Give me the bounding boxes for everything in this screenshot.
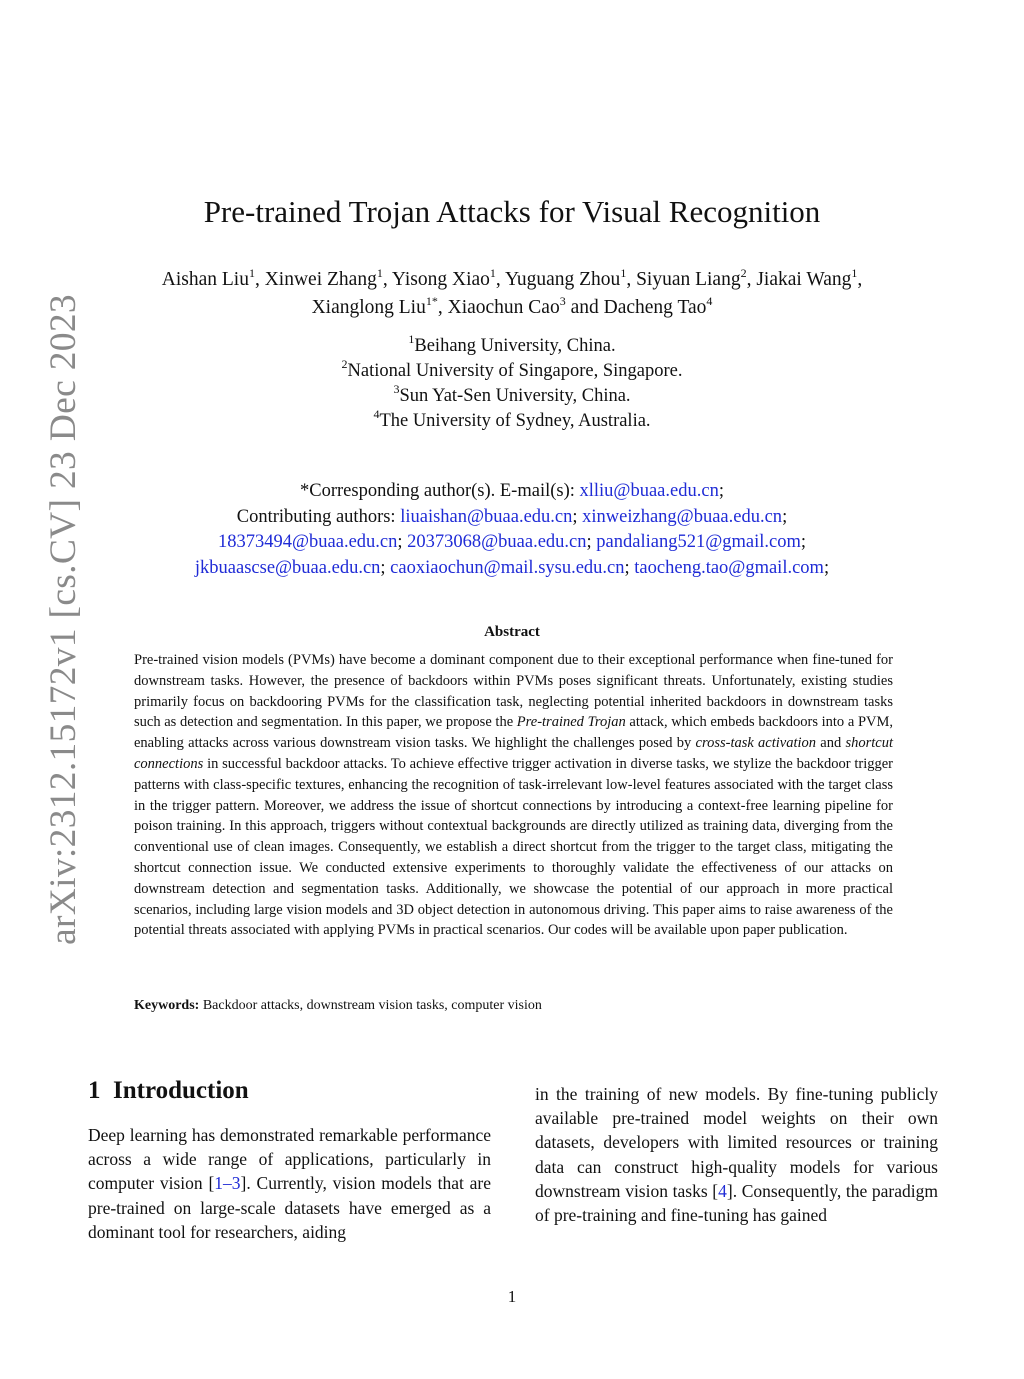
abstract-emphasis: cross-task activation bbox=[695, 735, 817, 752]
intro-text: ]. Consequently, the paradigm of pre-training and fine-tuning has gained bbox=[535, 1180, 938, 1226]
citation-link[interactable]: 4 bbox=[718, 1180, 727, 1201]
intro-text: Deep learning has demonstrated remarkable performance across a wide range of applications, particularly in computer vision [ bbox=[88, 1125, 491, 1194]
author-separator: , bbox=[626, 269, 637, 290]
affiliation-text: The University of Sydney, Australia. bbox=[379, 411, 651, 431]
affiliation-mark: 3 bbox=[393, 381, 400, 396]
affiliation-mark: 1 bbox=[408, 331, 415, 346]
author-separator: and bbox=[565, 297, 604, 318]
author-name: Dacheng Tao bbox=[603, 297, 707, 318]
abstract-emphasis: shortcut connections bbox=[134, 735, 894, 772]
section-title: Introduction bbox=[113, 1077, 249, 1104]
author-list bbox=[120, 266, 904, 322]
author-name: Aishan Liu bbox=[161, 269, 249, 290]
abstract-emphasis: Pre-trained Trojan bbox=[516, 714, 626, 731]
email-link[interactable]: taocheng.tao@gmail.com bbox=[634, 557, 824, 578]
keywords-text: Backdoor attacks, downstream vision tasks, computer vision bbox=[199, 998, 542, 1013]
email-link[interactable]: jkbuaascse@buaa.edu.cn bbox=[194, 557, 381, 578]
section-heading bbox=[88, 1074, 249, 1108]
author-name: Yuguang Zhou bbox=[504, 269, 621, 290]
affiliation-list bbox=[0, 331, 1024, 434]
author-name: Xinwei Zhang bbox=[264, 269, 377, 290]
abstract-text: in successful backdoor attacks. To achieve effective trigger activation in diverse tasks, we stylize the backdoor trigger patterns with class-specific textures, enhancing the recognition of task-irrelevant low-level features associated with the target class in the trigger pattern. Moreover, we address the issue of shortcut connections by introducing a context-free learning pipeline for poison training. In this approach, triggers without contextual backgrounds are directly utilized as training data, diverging from the conventional use of clean images. Consequently, we establish a direct shortcut from the trigger to the target class, mitigating the shortcut connection issue. We conducted extensive experiments to thoroughly validate the effectiveness of our attacks on downstream detection and segmentation tasks. Additionally, we showcase the potential of our approach in more practical scenarios, including large vision models and 3D object detection in autonomous driving. This paper aims to raise awareness of the potential threats associated with applying PVMs in practical scenarios. Our codes will be available upon paper publication. bbox=[134, 755, 893, 939]
affiliation-line bbox=[0, 381, 1024, 409]
author-separator: , bbox=[254, 269, 265, 290]
email-link[interactable]: xinweizhang@buaa.edu.cn bbox=[582, 506, 783, 527]
contact-line bbox=[0, 556, 1024, 582]
intro-right-column bbox=[535, 1082, 938, 1227]
affiliation-mark: 1 bbox=[248, 265, 255, 280]
citation-link[interactable]: 1–3 bbox=[214, 1173, 241, 1194]
abstract-text: Pre-trained vision models (PVMs) have become a dominant component due to their exceptional performance when fine-tuned for downstream tasks. However, the presence of backdoors within PVMs poses significant threats. Unfortunately, existing studies primarily focus on backdooring PVMs for the classification task, neglecting potential inherited backdoors in downstream tasks such as detection and segmentation. In this paper, we propose the bbox=[134, 652, 893, 731]
intro-text: in the training of new models. By fine-tuning publicly available pre-trained model weights on their own datasets, developers with limited resources or training data can construct high-quality models for various downstream vision tasks [ bbox=[535, 1084, 938, 1201]
contact-line-contributing bbox=[0, 505, 1024, 531]
affiliation-text: Sun Yat-Sen University, China. bbox=[399, 386, 631, 406]
affiliation-mark: 1 bbox=[851, 265, 858, 280]
abstract-body bbox=[134, 650, 893, 941]
email-separator: ; bbox=[823, 557, 830, 578]
email-separator: ; bbox=[380, 557, 391, 578]
keywords bbox=[134, 996, 894, 1016]
email-separator: ; bbox=[586, 532, 597, 552]
contact-line-corresponding bbox=[0, 479, 1024, 505]
paper-title: Pre-trained Trojan Attacks for Visual Recognition bbox=[203, 194, 821, 229]
contributing-label: Contributing authors: bbox=[236, 506, 401, 527]
email-link[interactable]: 18373494@buaa.edu.cn bbox=[217, 532, 398, 552]
affiliation-mark: 1 bbox=[376, 265, 383, 280]
email-separator: ; bbox=[572, 506, 583, 527]
email-separator: ; bbox=[624, 557, 635, 578]
affiliation-mark: 3 bbox=[559, 293, 566, 308]
author-separator: , bbox=[495, 269, 505, 290]
affiliation-line bbox=[0, 406, 1024, 434]
affiliation-mark: 2 bbox=[341, 356, 348, 371]
abstract-heading: Abstract bbox=[484, 624, 540, 640]
author-separator: , bbox=[382, 269, 392, 290]
email-link[interactable]: liuaishan@buaa.edu.cn bbox=[400, 506, 573, 527]
email-link[interactable]: caoxiaochun@mail.sysu.edu.cn bbox=[390, 557, 625, 578]
corresponding-label: *Corresponding author(s). E-mail(s): bbox=[300, 481, 580, 501]
page-number: 1 bbox=[507, 1287, 517, 1306]
affiliation-mark: 1* bbox=[425, 293, 438, 308]
section-number: 1 bbox=[88, 1077, 101, 1104]
arxiv-identifier: arXiv:2312.15172v1 [cs.CV] 23 Dec 2023 bbox=[42, 293, 84, 945]
affiliation-line bbox=[0, 356, 1024, 384]
affiliation-mark: 4 bbox=[373, 406, 380, 421]
author-name: Jiakai Wang bbox=[756, 269, 852, 290]
affiliation-mark: 2 bbox=[740, 265, 747, 280]
email-link[interactable]: xlliu@buaa.edu.cn bbox=[579, 481, 719, 501]
intro-text: ]. Currently, vision models that are pre-trained on large-scale datasets have emerged as a dominant tool for researchers, aiding bbox=[88, 1173, 491, 1242]
author-separator: , bbox=[437, 297, 448, 318]
contact-block bbox=[0, 479, 1024, 581]
affiliation-text: Beihang University, China. bbox=[414, 336, 616, 356]
email-separator: ; bbox=[718, 481, 724, 501]
email-link[interactable]: 20373068@buaa.edu.cn bbox=[407, 532, 587, 552]
abstract-text: and bbox=[816, 735, 846, 752]
author-name: Yisong Xiao bbox=[391, 269, 490, 290]
affiliation-mark: 1 bbox=[489, 265, 496, 280]
author-separator: , bbox=[746, 269, 757, 290]
author-separator: , bbox=[857, 269, 863, 290]
affiliation-text: National University of Singapore, Singapore. bbox=[347, 361, 683, 381]
author-name: Xiaochun Cao bbox=[447, 297, 560, 318]
email-separator: ; bbox=[397, 532, 408, 552]
email-separator: ; bbox=[800, 532, 806, 552]
affiliation-mark: 4 bbox=[706, 293, 713, 308]
abstract-text: attack, which embeds backdoors into a PVM, enabling attacks across various downstream vision tasks. We highlight the challenges posed by bbox=[134, 714, 893, 752]
email-link[interactable]: pandaliang521@gmail.com bbox=[596, 532, 801, 552]
intro-left-column bbox=[88, 1123, 491, 1244]
keywords-label: Keywords: bbox=[134, 998, 200, 1013]
author-name: Xianglong Liu bbox=[311, 297, 426, 318]
author-name: Siyuan Liang bbox=[636, 269, 741, 290]
affiliation-line bbox=[0, 331, 1024, 359]
contact-line bbox=[0, 530, 1024, 556]
affiliation-mark: 1 bbox=[620, 265, 627, 280]
email-separator: ; bbox=[782, 506, 788, 527]
